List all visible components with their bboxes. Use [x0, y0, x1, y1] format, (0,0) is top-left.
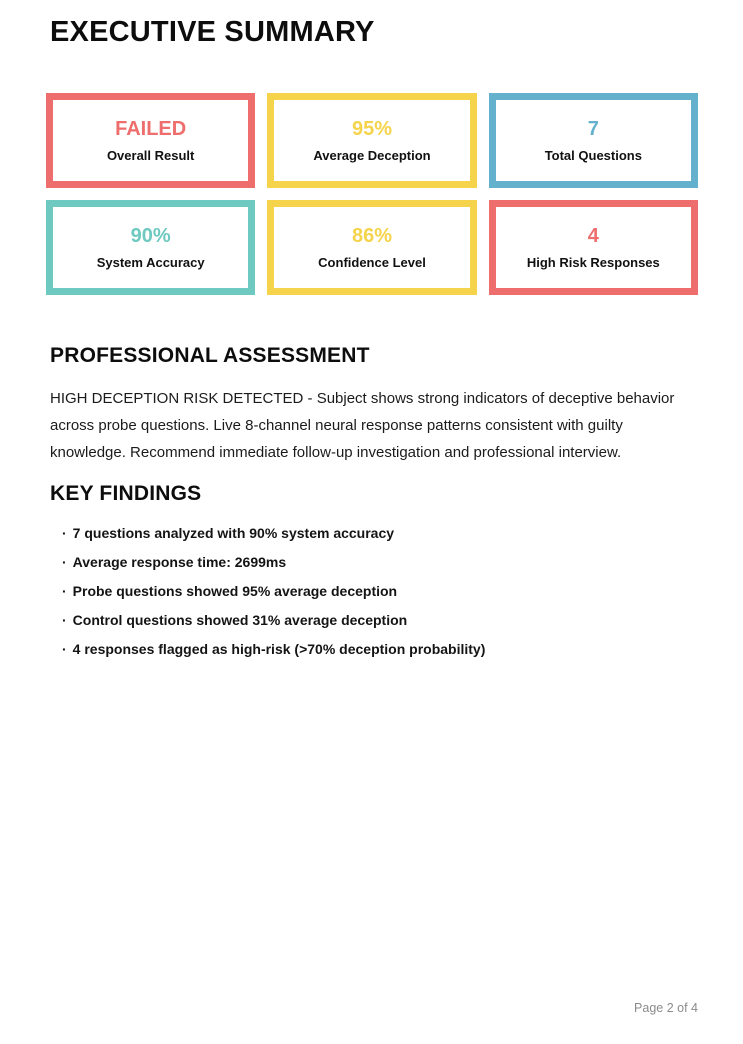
stat-label-confidence-level: Confidence Level [318, 255, 426, 270]
stat-card-average-deception [267, 93, 476, 188]
stat-label-average-deception: Average Deception [313, 148, 431, 163]
bullet-marker: · [62, 583, 67, 599]
professional-assessment-body: HIGH DECEPTION RISK DETECTED - Subject shows strong indicators of deceptive behavior across probe questions. Live 8-channel neural response patterns consistent with guilty knowledge. Recommend immediate follow-up investigation and professional interview. [50, 390, 675, 461]
page-title: EXECUTIVE SUMMARY [50, 16, 375, 48]
key-findings-list [50, 525, 700, 670]
stat-label-system-accuracy: System Accuracy [96, 255, 205, 270]
bullet-marker: · [62, 641, 67, 657]
key-finding-item [50, 554, 700, 583]
stat-label-total-questions: Total Questions [544, 148, 642, 163]
stat-label-high-risk-responses: High Risk Responses [526, 255, 660, 270]
key-finding-item [50, 641, 700, 670]
stat-value-average-deception: 95% [351, 118, 392, 140]
key-finding-text: 7 questions analyzed with 90% system accuracy [72, 525, 395, 541]
key-finding-text: Probe questions showed 95% average deception [72, 583, 398, 599]
summary-cards-grid [46, 93, 698, 295]
key-finding-item [50, 583, 700, 612]
professional-assessment-heading: PROFESSIONAL ASSESSMENT [50, 344, 370, 367]
page-number: Page 2 of 4 [634, 1001, 698, 1015]
stat-value-high-risk-responses: 4 [587, 225, 599, 247]
stat-value-system-accuracy: 90% [130, 225, 171, 247]
key-finding-item [50, 612, 700, 641]
stat-value-total-questions: 7 [587, 118, 599, 140]
key-finding-text: 4 responses flagged as high-risk (>70% deception probability) [72, 641, 486, 657]
stat-card-high-risk-responses [489, 200, 698, 295]
bullet-marker: · [62, 554, 67, 570]
key-findings-section [50, 482, 700, 670]
stat-value-confidence-level: 86% [351, 225, 392, 247]
key-findings-heading: KEY FINDINGS [50, 482, 202, 505]
stat-card-total-questions [489, 93, 698, 188]
stat-value-overall-result: FAILED [115, 118, 187, 140]
key-finding-text: Control questions showed 31% average deception [72, 612, 408, 628]
bullet-marker: · [62, 525, 67, 541]
professional-assessment-section [50, 344, 700, 466]
bullet-marker: · [62, 612, 67, 628]
key-finding-item [50, 525, 700, 554]
stat-label-overall-result: Overall Result [106, 148, 195, 163]
stat-card-system-accuracy [46, 200, 255, 295]
key-finding-text: Average response time: 2699ms [72, 554, 287, 570]
stat-card-confidence-level [267, 200, 476, 295]
stat-card-overall-result [46, 93, 255, 188]
